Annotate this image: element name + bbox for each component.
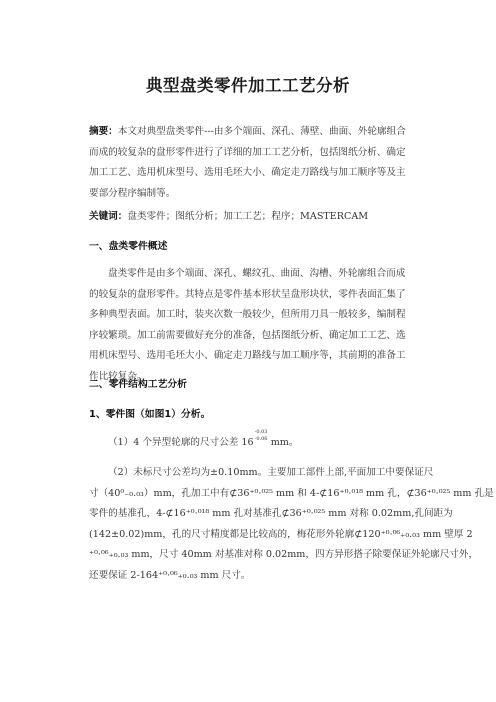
abstract-label: 摘要： bbox=[89, 126, 118, 137]
item1-tol-lower: -0.06 bbox=[254, 436, 268, 442]
item1-tol-upper: -0.03 bbox=[254, 429, 268, 435]
document-title: 典型盘类零件加工工艺分析 bbox=[146, 76, 350, 95]
item2-line-6: 还要保证 2-164⁺⁰·⁰⁶₊₀.₀₃ mm 尺寸。 bbox=[89, 569, 251, 581]
item2-line-5: ⁺⁰·⁰⁶₊₀.₀₃ mm，尺寸 40mm 对基准对称 0.02mm，四方异形搭子除要保证外轮廓尺寸外， bbox=[89, 549, 479, 561]
item1-unit: mm。 bbox=[267, 437, 299, 448]
keywords bbox=[89, 207, 407, 228]
item2-line-4: (142±0.02)mm，孔的尺寸精度都是比较高的，梅花形外轮廓⊄120⁺⁰·⁰⁶₊₀.₀₃ mm 壁厚 2 bbox=[89, 528, 473, 540]
item1 bbox=[108, 429, 408, 454]
item1-tolerance bbox=[254, 429, 268, 445]
subsection1-heading: 1、零件图（如图1）分析。 bbox=[89, 409, 211, 420]
item2-line-1: （2）未标尺寸公差均为±0.10mm。主要加工部件上部,平面加工中要保证尺 bbox=[108, 467, 434, 478]
abstract bbox=[89, 122, 407, 204]
item2-line-3: 零件的基准孔，4-⊄16⁺⁰·⁰¹⁸ mm 孔对基准孔⊄36⁺⁰·⁰²⁵ mm 对称 0.02mm,孔间距为 bbox=[89, 508, 453, 520]
section2-heading: 二、零件结构工艺分析 bbox=[89, 379, 187, 390]
item2-line-2: 寸（40⁰₋₀.₀₃）mm，孔加工中有⊄36⁺⁰·⁰²⁵ mm 和 4-⊄16⁺⁰·⁰¹⁸ mm 孔，⊄36⁺⁰·⁰²⁵ mm 孔是 bbox=[89, 487, 494, 499]
section1-heading: 一、盘类零件概述 bbox=[89, 241, 168, 252]
section1-paragraph: 盘类零件是由多个端面、深孔、螺纹孔、曲面、沟槽、外轮廓组合而成的较复杂的盘形零件。其特点是零件基本形状呈盘形块状，零件表面汇集了多种典型表面。加工时，装夹次数一般较少，但所用刀具一般较多，编制程序较繁琐。加工前需要做好充分的准备，包括图纸分析、确定加工工艺、选用机床型号、选用毛坯大小、确定走刀路线与加工顺序等，其前期的准备工作比较复杂。 bbox=[89, 268, 406, 382]
keywords-text: 盘类零件；图纸分析；加工工艺；程序；MASTERCAM bbox=[127, 211, 369, 222]
abstract-text: 本文对典型盘类零件---由多个端面、深孔、薄壁、曲面、外轮廓组合而成的较复杂的盘形零件进行了详细的加工工艺分析，包括图纸分析、确定加工工艺、选用机床型号、选用毛坯大小、确定走刀路线与加工顺序等及主要部分程序编制等。 bbox=[89, 126, 406, 199]
item2 bbox=[89, 463, 494, 587]
item1-text: （1）4 个异型轮廓的尺寸公差 16 bbox=[108, 437, 254, 448]
keywords-label: 关键词： bbox=[89, 211, 128, 222]
